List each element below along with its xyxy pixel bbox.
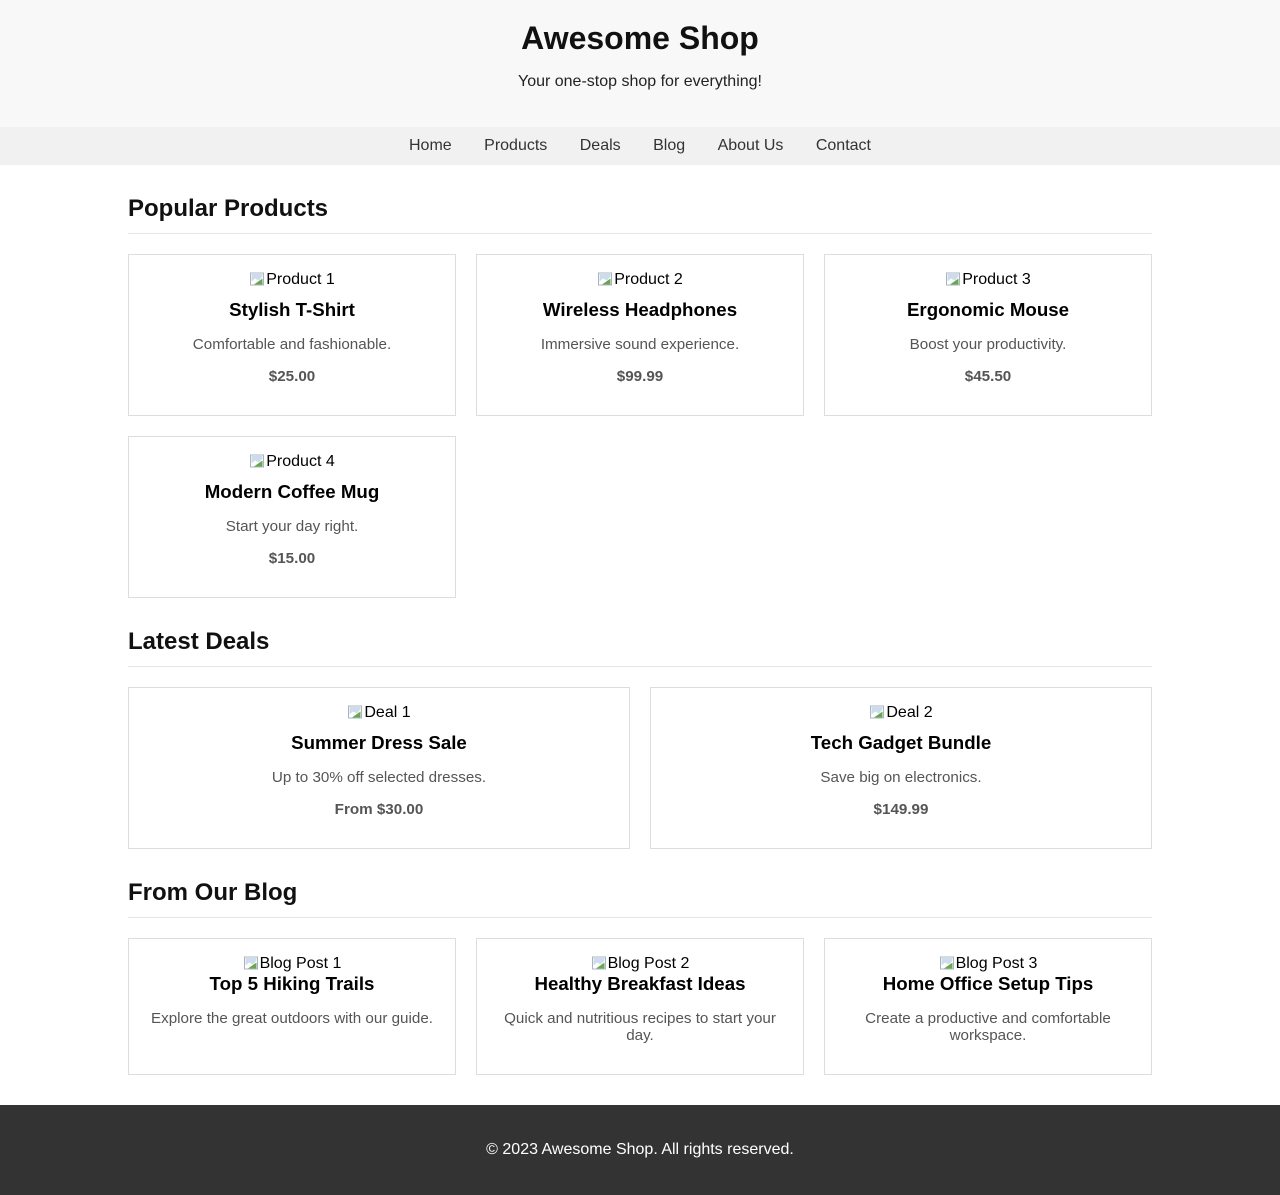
product-price: $99.99	[616, 368, 664, 385]
blog-post-excerpt: Explore the great outdoors with our guide.	[151, 1010, 433, 1027]
product-price: $25.00	[268, 368, 316, 385]
deal-card	[128, 687, 630, 849]
product-image-placeholder	[840, 270, 1136, 289]
blog-post-excerpt: Create a productive and comfortable workspace.	[865, 1010, 1111, 1044]
nav-link-home[interactable]: Home	[409, 137, 452, 154]
blog-image-placeholder	[840, 954, 1136, 973]
deal-price: From $30.00	[334, 801, 424, 818]
site-footer	[0, 1105, 1280, 1195]
main-nav	[0, 127, 1280, 165]
product-price: $45.50	[964, 368, 1012, 385]
deal-card	[650, 687, 1152, 849]
blog-card	[824, 938, 1152, 1075]
product-card	[824, 254, 1152, 416]
products-grid	[128, 254, 1152, 598]
blog-grid	[128, 938, 1152, 1075]
broken-image-icon	[945, 271, 961, 287]
nav-link-deals[interactable]: Deals	[579, 137, 621, 154]
site-header	[0, 0, 1280, 127]
section-latest-deals	[128, 628, 1152, 849]
broken-image-icon	[591, 955, 607, 971]
deal-image-placeholder	[144, 703, 614, 722]
product-image-placeholder	[492, 270, 788, 289]
product-title: Stylish T-Shirt	[229, 299, 355, 320]
image-alt-text: Blog Post 3	[955, 955, 1038, 972]
deal-price: $149.99	[873, 801, 929, 818]
broken-image-icon	[869, 704, 885, 720]
image-alt-text: Product 3	[962, 271, 1031, 288]
broken-image-icon	[597, 271, 613, 287]
image-alt-text: Product 1	[266, 271, 335, 288]
main-content	[128, 195, 1152, 1075]
broken-image-icon	[243, 955, 259, 971]
section-heading-popular-products: Popular Products	[128, 195, 1152, 234]
image-alt-text: Blog Post 2	[607, 955, 690, 972]
product-card	[128, 254, 456, 416]
product-description: Comfortable and fashionable.	[192, 336, 392, 353]
product-image-placeholder	[144, 452, 440, 471]
image-alt-text: Blog Post 1	[259, 955, 342, 972]
deal-description: Save big on electronics.	[820, 769, 982, 786]
product-title: Wireless Headphones	[542, 299, 738, 320]
product-image-placeholder	[144, 270, 440, 289]
product-description: Start your day right.	[225, 518, 359, 535]
image-alt-text: Product 2	[614, 271, 683, 288]
nav-link-contact[interactable]: Contact	[815, 137, 871, 154]
blog-post-title: Top 5 Hiking Trails	[209, 973, 375, 994]
section-heading-blog: From Our Blog	[128, 879, 1152, 918]
broken-image-icon	[939, 955, 955, 971]
image-alt-text: Product 4	[266, 453, 335, 470]
deal-description: Up to 30% off selected dresses.	[271, 769, 487, 786]
site-tagline: Your one-stop shop for everything!	[517, 73, 762, 90]
blog-post-excerpt: Quick and nutritious recipes to start your day.	[504, 1010, 776, 1044]
blog-card	[128, 938, 456, 1075]
product-description: Boost your productivity.	[909, 336, 1067, 353]
blog-card	[476, 938, 804, 1075]
image-alt-text: Deal 1	[364, 704, 411, 721]
deal-image-placeholder	[666, 703, 1136, 722]
site-title: Awesome Shop	[521, 20, 759, 56]
blog-image-placeholder	[144, 954, 440, 973]
product-card	[476, 254, 804, 416]
product-price: $15.00	[268, 550, 316, 567]
blog-image-placeholder	[492, 954, 788, 973]
section-popular-products	[128, 195, 1152, 598]
blog-post-title: Home Office Setup Tips	[882, 973, 1094, 994]
nav-link-about-us[interactable]: About Us	[717, 137, 784, 154]
section-heading-latest-deals: Latest Deals	[128, 628, 1152, 667]
nav-link-products[interactable]: Products	[484, 137, 548, 154]
broken-image-icon	[249, 271, 265, 287]
product-title: Ergonomic Mouse	[906, 299, 1070, 320]
product-description: Immersive sound experience.	[540, 336, 740, 353]
deal-title: Summer Dress Sale	[291, 732, 467, 753]
deal-title: Tech Gadget Bundle	[810, 732, 992, 753]
blog-post-title: Healthy Breakfast Ideas	[534, 973, 746, 994]
broken-image-icon	[249, 453, 265, 469]
deals-grid	[128, 687, 1152, 849]
product-card	[128, 436, 456, 598]
nav-link-blog[interactable]: Blog	[653, 137, 686, 154]
section-blog	[128, 879, 1152, 1075]
product-title: Modern Coffee Mug	[204, 481, 380, 502]
broken-image-icon	[347, 704, 363, 720]
copyright-text: © 2023 Awesome Shop. All rights reserved.	[486, 1141, 794, 1158]
image-alt-text: Deal 2	[886, 704, 933, 721]
